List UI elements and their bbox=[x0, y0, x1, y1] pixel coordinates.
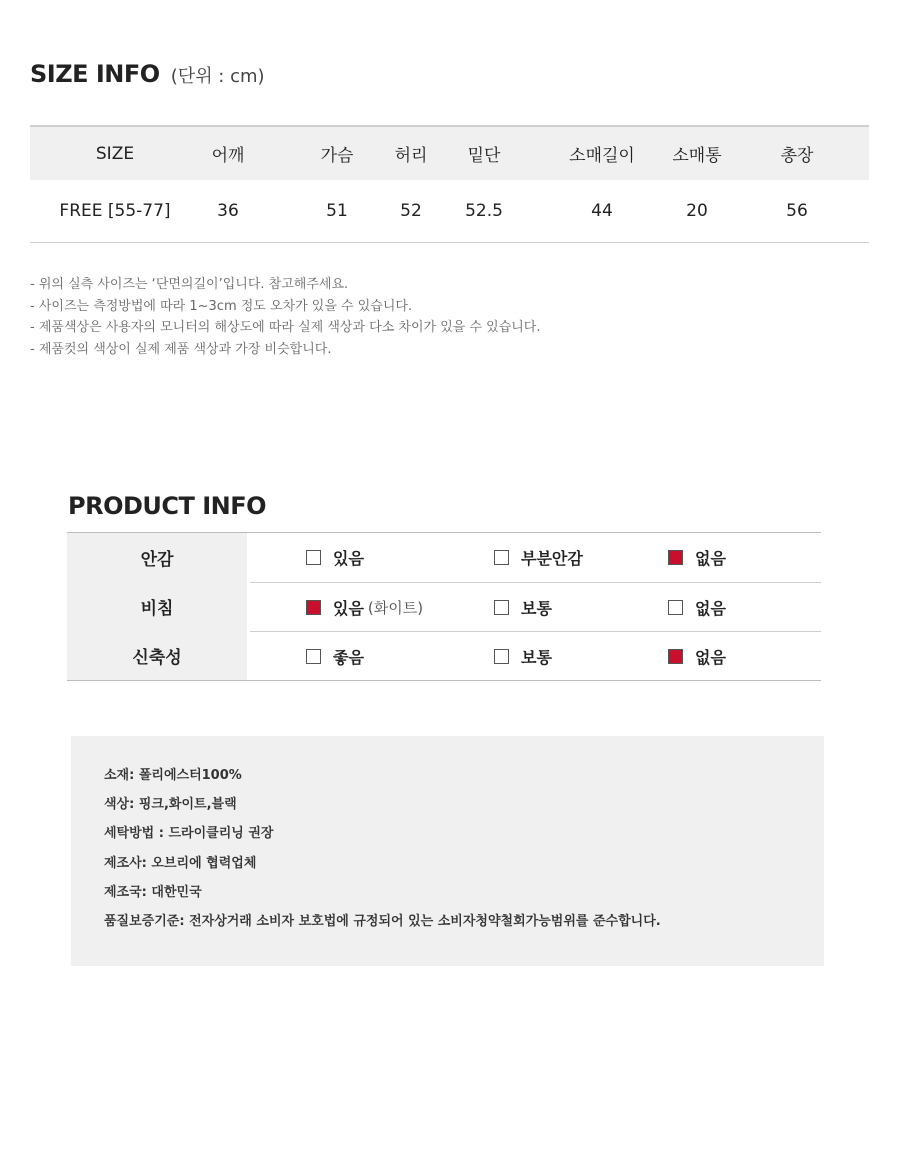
option-label: 있음 bbox=[333, 598, 364, 618]
option-label: 있음 bbox=[333, 549, 364, 568]
note-line: - 사이즈는 측정방법에 따라 1~3cm 정도 오차가 있을 수 있습니다. bbox=[30, 298, 413, 314]
spec-material: 소재: 폴리에스터100% bbox=[104, 768, 242, 783]
size-table-header-row bbox=[30, 127, 869, 180]
size-value-cell: 56 bbox=[786, 201, 808, 221]
option-note: (화이트) bbox=[367, 598, 424, 617]
size-table bbox=[30, 125, 869, 243]
option-item bbox=[306, 596, 423, 619]
option-item bbox=[494, 645, 552, 668]
checked-box-icon bbox=[668, 550, 683, 565]
product-row-label: 신축성 bbox=[67, 631, 247, 680]
checkbox-icon bbox=[494, 649, 509, 664]
product-row-label: 안감 bbox=[67, 533, 247, 582]
size-header-cell: 총장 bbox=[780, 146, 814, 166]
checkbox-icon bbox=[306, 649, 321, 664]
product-row-sheerness bbox=[67, 582, 821, 631]
size-header-cell: 밑단 bbox=[467, 146, 501, 166]
size-value-cell: 52.5 bbox=[465, 201, 503, 221]
size-value-cell: 44 bbox=[591, 201, 613, 221]
checked-box-icon bbox=[306, 600, 321, 615]
size-header-cell: 어깨 bbox=[211, 146, 245, 166]
note-line: - 제품색상은 사용자의 모니터의 해상도에 따라 실제 색상과 다소 차이가 있을 수 있습니다. bbox=[30, 320, 541, 335]
option-label: 없음 bbox=[695, 647, 726, 667]
product-row-lining bbox=[67, 533, 821, 582]
size-unit-label: (단위 : cm) bbox=[170, 66, 265, 87]
size-value-cell: 52 bbox=[400, 201, 422, 221]
size-header-cell: 허리 bbox=[394, 146, 428, 166]
spec-quality-guarantee: 품질보증기준: 전자상거래 소비자 보호법에 규정되어 있는 소비자청약철회가능범위를 준수합니다. bbox=[104, 913, 661, 929]
size-header-cell: 소매길이 bbox=[569, 146, 635, 166]
option-item bbox=[668, 645, 726, 668]
checkbox-icon bbox=[306, 550, 321, 565]
option-label: 부분안감 bbox=[521, 549, 583, 568]
note-line: - 위의 실측 사이즈는 ‘단면의길이’입니다. 참고해주세요. bbox=[30, 277, 349, 292]
option-item bbox=[668, 596, 726, 619]
option-item bbox=[494, 596, 552, 619]
product-row-options bbox=[250, 533, 821, 582]
size-value-cell: 36 bbox=[217, 201, 239, 221]
size-info-title: SIZE INFO bbox=[30, 60, 160, 88]
size-notes bbox=[30, 274, 541, 360]
option-label: 없음 bbox=[695, 598, 726, 618]
option-item bbox=[306, 546, 364, 569]
product-info-table bbox=[67, 532, 821, 681]
product-row-options bbox=[250, 631, 821, 680]
option-item bbox=[306, 645, 364, 668]
product-row-options bbox=[250, 582, 821, 631]
option-item bbox=[668, 546, 726, 569]
checked-box-icon bbox=[668, 649, 683, 664]
product-row-stretch bbox=[67, 631, 821, 680]
spec-country: 제조국: 대한민국 bbox=[104, 884, 202, 900]
spec-manufacturer: 제조사: 오브리에 협력업체 bbox=[104, 855, 257, 871]
product-info-title: PRODUCT INFO bbox=[68, 492, 267, 520]
option-label: 좋음 bbox=[333, 647, 364, 667]
size-value-cell: 51 bbox=[326, 201, 348, 221]
size-value-cell: 20 bbox=[686, 201, 708, 221]
size-header-cell: 소매통 bbox=[672, 146, 722, 166]
size-table-row bbox=[30, 180, 869, 242]
checkbox-icon bbox=[668, 600, 683, 615]
spec-color: 색상: 핑크,화이트,블랙 bbox=[104, 797, 237, 813]
spec-list bbox=[104, 764, 661, 939]
option-label: 보통 bbox=[521, 598, 552, 618]
spec-washing: 세탁방법 : 드라이클리닝 권장 bbox=[104, 826, 274, 842]
size-header-cell: SIZE bbox=[95, 143, 135, 164]
option-label: 없음 bbox=[695, 549, 726, 568]
option-item bbox=[494, 546, 583, 569]
product-row-label: 비침 bbox=[67, 582, 247, 631]
size-value-cell: FREE [55-77] bbox=[59, 201, 171, 221]
size-info-heading bbox=[30, 60, 265, 88]
checkbox-icon bbox=[494, 550, 509, 565]
note-line: - 제품컷의 색상이 실제 제품 색상과 가장 비슷합니다. bbox=[30, 341, 332, 357]
product-spec-box bbox=[71, 736, 824, 966]
checkbox-icon bbox=[494, 600, 509, 615]
size-header-cell: 가슴 bbox=[320, 146, 354, 166]
option-label: 보통 bbox=[521, 647, 552, 667]
